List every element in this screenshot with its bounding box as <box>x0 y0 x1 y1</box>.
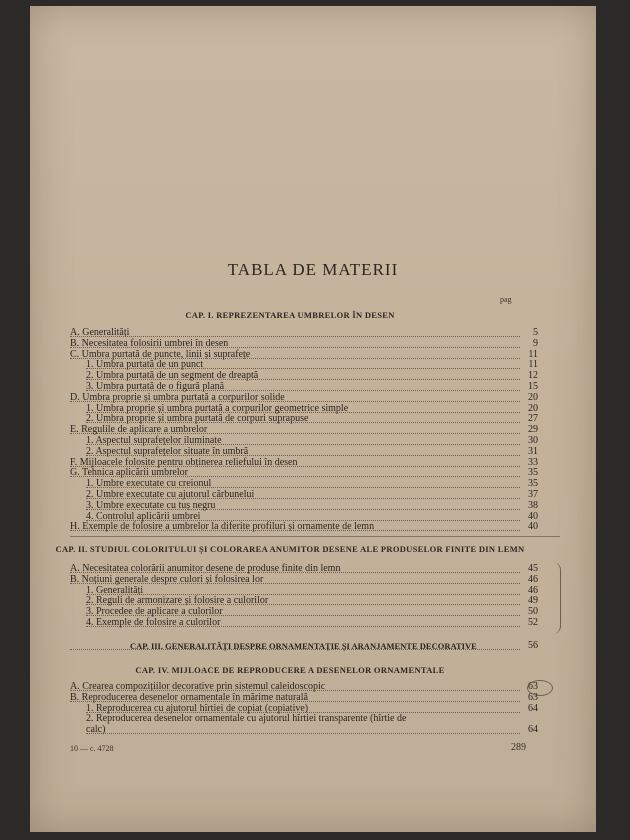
toc-entry-label: G. Tehnica aplicării umbrelor <box>70 467 188 479</box>
chapter-3-heading: CAP. III. GENERALITĂȚI DESPRE ORNAMENTAȚIE ȘI ARANJAMENTE DECORATIVE <box>130 641 477 651</box>
toc-entry-label: 2. Reproducerea desenelor ornamentale cu ajutorul hîrtiei transparente (hîrtie de <box>86 713 407 725</box>
toc-entry-page: 35 <box>528 478 538 490</box>
toc-entry-page: 20 <box>528 402 538 414</box>
toc-entry-page: 35 <box>528 467 538 479</box>
toc-entry-label: 2. Umbra purtată de un segment de dreaptă <box>86 370 259 382</box>
toc-entry-label: 1. Aspectul suprafețelor iluminate <box>86 435 222 446</box>
toc-entry-label: 1. Umbra proprie și umbra purtată a corpurilor geometrice simple <box>86 402 349 414</box>
chapter-2-heading: CAP. II. STUDIUL COLORITULUI ȘI COLORAREA ANUMITOR DESENE ALE PRODUSELOR FINITE DIN LEMN <box>55 544 525 554</box>
toc-entry-label: F. Mijloacele folosite pentru obținerea reliefului în desen <box>70 456 298 468</box>
chapter-4-heading: CAP. IV. MIJLOACE DE REPRODUCERE A DESENELOR ORNAMENTALE <box>135 665 445 675</box>
toc-entry-label: 4. Exemple de folosire a culorilor <box>86 617 221 628</box>
toc-entry-page: 5 <box>533 327 538 338</box>
toc-entry-label: C. Umbra purtată de puncte, linii și suprafețe <box>70 348 251 360</box>
toc-entry-page: 50 <box>528 606 538 618</box>
toc-entry-page: 27 <box>528 413 538 425</box>
printer-mark: 10 — c. 4728 <box>70 744 114 753</box>
handwritten-circle <box>527 680 553 696</box>
toc-entry-label: 2. Aspectul suprafețelor situate în umbră <box>86 445 249 457</box>
toc-entry-label: A. Generalități <box>70 327 130 338</box>
toc-entry-label: 4. Controlul aplicării umbrei <box>86 510 201 522</box>
toc-entry-label: 2. Umbra proprie și umbra purtată de corpuri suprapuse <box>86 413 309 425</box>
toc-entry-label: A. Crearea compozițiilor decorative prin sistemul caleidoscopic <box>70 681 326 692</box>
toc-entry-page: 52 <box>528 617 538 628</box>
toc-entry-label: B. Reproducerea desenelor ornamentale în mărime naturală <box>70 691 308 703</box>
toc-entry-page: 20 <box>528 391 538 403</box>
leader-dots <box>86 733 520 734</box>
toc-entry-page: 46 <box>528 573 538 585</box>
toc-entry-page: 30 <box>528 435 538 446</box>
toc-entry-page: 64 <box>528 702 538 714</box>
toc-entry-label: calc) <box>86 724 106 736</box>
toc-entry-page: 33 <box>528 456 538 468</box>
toc-entry-page: 38 <box>528 499 538 511</box>
toc-entry-label: 3. Umbra purtată de o figură plană <box>86 381 225 392</box>
chapter-3-row <box>70 640 520 652</box>
toc-entry <box>70 521 520 533</box>
toc-entry-page: 29 <box>528 424 538 436</box>
toc-entry-label: 1. Generalități <box>86 584 144 596</box>
toc-entry-label: 1. Umbre executate cu creionul <box>86 478 212 490</box>
chapter-1-heading: CAP. I. REPREZENTAREA UMBRELOR ÎN DESEN <box>185 310 395 320</box>
toc-entry-page: 63 <box>528 691 538 703</box>
page-column-label: pag <box>500 295 512 304</box>
toc-entry-label: 1. Umbra purtată de un punct <box>86 359 204 371</box>
toc-entry-page: 46 <box>528 584 538 596</box>
toc-entry-page: 11 <box>528 348 538 360</box>
toc-entry-page: 40 <box>528 521 538 533</box>
toc-entry-page: 12 <box>528 370 538 382</box>
toc-entry-label: B. Necesitatea folosirii umbrei în desen <box>70 337 229 349</box>
toc-entry <box>86 724 520 736</box>
toc-entry-label: D. Umbra proprie și umbra purtată a corpurilor solide <box>70 391 285 403</box>
toc-entry-label: 2. Reguli de armonizare și folosire a culorilor <box>86 595 269 607</box>
toc-entry-page: 49 <box>528 595 538 607</box>
handwritten-bracket <box>550 562 561 634</box>
toc-entry-label: 3. Umbre executate cu tuș negru <box>86 499 216 511</box>
chapter-3-page: 56 <box>528 640 538 651</box>
toc-entry-page: 45 <box>528 563 538 574</box>
toc-entry-label: 1. Reproducerea cu ajutorul hîrtiei de copiat (copiative) <box>86 702 309 714</box>
page-number: 289 <box>511 742 526 753</box>
toc-entry-label: H. Exemple de folosire a umbrelor la diferite profiluri și ornamente de lemn <box>70 521 375 533</box>
divider <box>70 536 560 537</box>
document-page <box>30 6 596 832</box>
toc-entry-label: 3. Procedee de aplicare a culorilor <box>86 606 223 618</box>
toc-entry-page: 11 <box>528 359 538 371</box>
toc-entry-label: B. Noțiuni generale despre culori și folosirea lor <box>70 573 264 585</box>
toc-entry <box>86 617 520 629</box>
toc-entry-page: 9 <box>533 337 538 349</box>
toc-entry-page: 37 <box>528 489 538 500</box>
toc-entry-page: 63 <box>528 681 538 692</box>
toc-entry-page: 40 <box>528 510 538 522</box>
toc-entry-label: 2. Umbre executate cu ajutorul cărbunelui <box>86 489 255 500</box>
toc-entry-label: E. Regulile de aplicare a umbrelor <box>70 424 208 436</box>
toc-entry-label: A. Necesitatea colorării anumitor desene de produse finite din lemn <box>70 563 341 574</box>
page-title: TABLA DE MATERII <box>227 260 399 279</box>
toc-entry-page: 31 <box>528 445 538 457</box>
toc-entry-page: 64 <box>528 724 538 736</box>
toc-entry-page: 15 <box>528 381 538 392</box>
